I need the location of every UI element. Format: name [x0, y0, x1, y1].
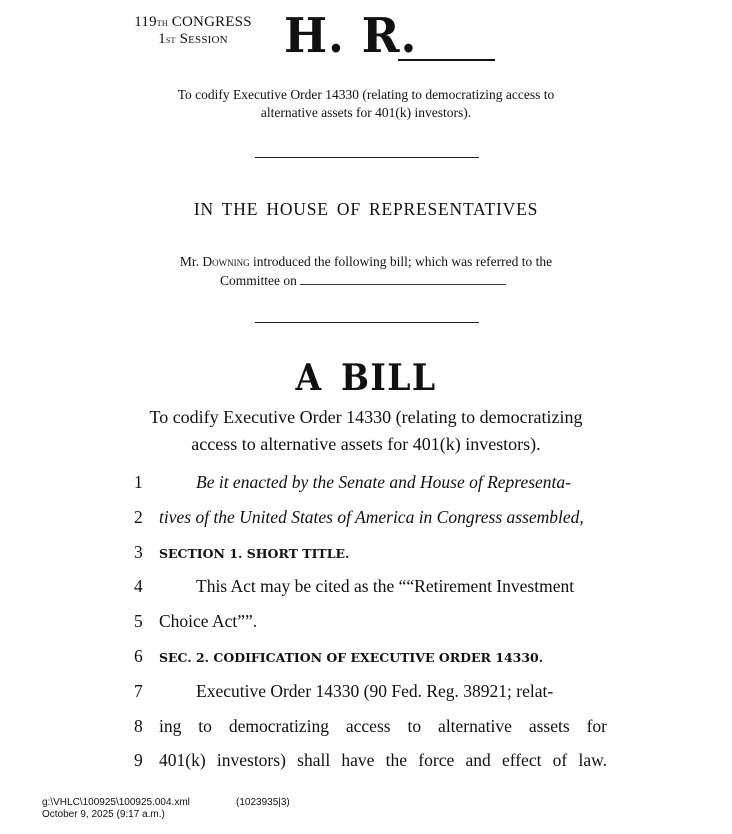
- line-number: 3: [134, 541, 143, 562]
- section-2-text-cont: ing to democratizing access to alternative assets for: [159, 715, 607, 736]
- line-number: 9: [134, 750, 143, 771]
- sponsor-name: Downing: [202, 254, 250, 269]
- chamber-heading: IN THE HOUSE OF REPRESENTATIVES: [193, 199, 539, 219]
- divider-top: [255, 157, 479, 158]
- bill-line: [130, 505, 620, 540]
- introduction-line2: [140, 271, 592, 290]
- bill-line: [130, 679, 620, 714]
- section-2-text: Executive Order 14330 (90 Fed. Reg. 38921; relat-: [196, 680, 554, 701]
- introduction: [140, 252, 592, 290]
- purpose-long-line1: To codify Executive Order 14330 (relating to democratizing: [149, 407, 583, 427]
- session-number: 1: [158, 31, 166, 47]
- congress-text: CONGRESS: [167, 14, 252, 30]
- line-number: 5: [134, 611, 143, 632]
- congress-label: [118, 14, 268, 31]
- line-number: 8: [134, 715, 143, 736]
- section-1-heading: SECTION 1. SHORT TITLE.: [159, 545, 350, 561]
- bill-line: [130, 609, 620, 644]
- bill-line: [130, 540, 620, 575]
- congress-session-block: [118, 14, 268, 48]
- short-title-text-cont: Choice Act””.: [159, 611, 258, 632]
- footer-file-path: g:\VHLC\100925\100925.004.xml: [42, 797, 190, 808]
- section-2-heading: SEC. 2. CODIFICATION OF EXECUTIVE ORDER 14330.: [159, 650, 544, 665]
- footer-meta: [42, 797, 190, 821]
- divider-bottom: [255, 322, 479, 323]
- purpose-short-line2: alternative assets for 401(k) investors).: [260, 105, 472, 120]
- section-2-text-end: 401(k) investors) shall have the force and effect of law.: [159, 750, 607, 771]
- committee-blank: [300, 272, 506, 285]
- bill-designation: H. R.: [284, 8, 418, 64]
- purpose-long: [118, 404, 614, 458]
- bill-line: [130, 470, 620, 505]
- footer-timestamp: October 9, 2025 (9:17 a.m.): [42, 809, 165, 820]
- line-number: 1: [134, 472, 143, 492]
- line-number: 7: [134, 680, 143, 701]
- footer-doc-code: (1023935|3): [236, 797, 290, 808]
- bill-line: [130, 644, 620, 679]
- committee-label: Committee on: [220, 273, 297, 288]
- enacting-clause: Be it enacted by the Senate and House of Representa-: [196, 472, 571, 492]
- purpose-short-line1: To codify Executive Order 14330 (relating to democratizing access to: [177, 87, 555, 102]
- purpose-long-line2: access to alternative assets for 401(k) investors).: [191, 434, 541, 454]
- congress-suffix: th: [156, 15, 168, 29]
- introduction-line1: [140, 252, 592, 271]
- bill-line: [130, 574, 620, 609]
- bill-line: [130, 714, 620, 749]
- enacting-clause-cont: tives of the United States of America in Congress assembled,: [159, 506, 584, 527]
- purpose-short: [140, 86, 592, 122]
- bill-number-blank: [398, 59, 495, 61]
- line-number: 6: [134, 646, 143, 666]
- introduction-text: introduced the following bill; which was referred to the: [249, 254, 553, 269]
- bill-heading: A BILL: [295, 357, 437, 399]
- session-suffix: st: [165, 32, 176, 46]
- session-text: Session: [175, 31, 228, 47]
- short-title-text: This Act may be cited as the ““Retirement Investment: [196, 576, 575, 597]
- line-number: 4: [134, 576, 143, 597]
- line-number: 2: [134, 506, 143, 527]
- sponsor-title: Mr.: [179, 254, 203, 269]
- session-label: [118, 31, 268, 48]
- bill-line: [130, 748, 620, 783]
- congress-number: 119: [134, 14, 157, 30]
